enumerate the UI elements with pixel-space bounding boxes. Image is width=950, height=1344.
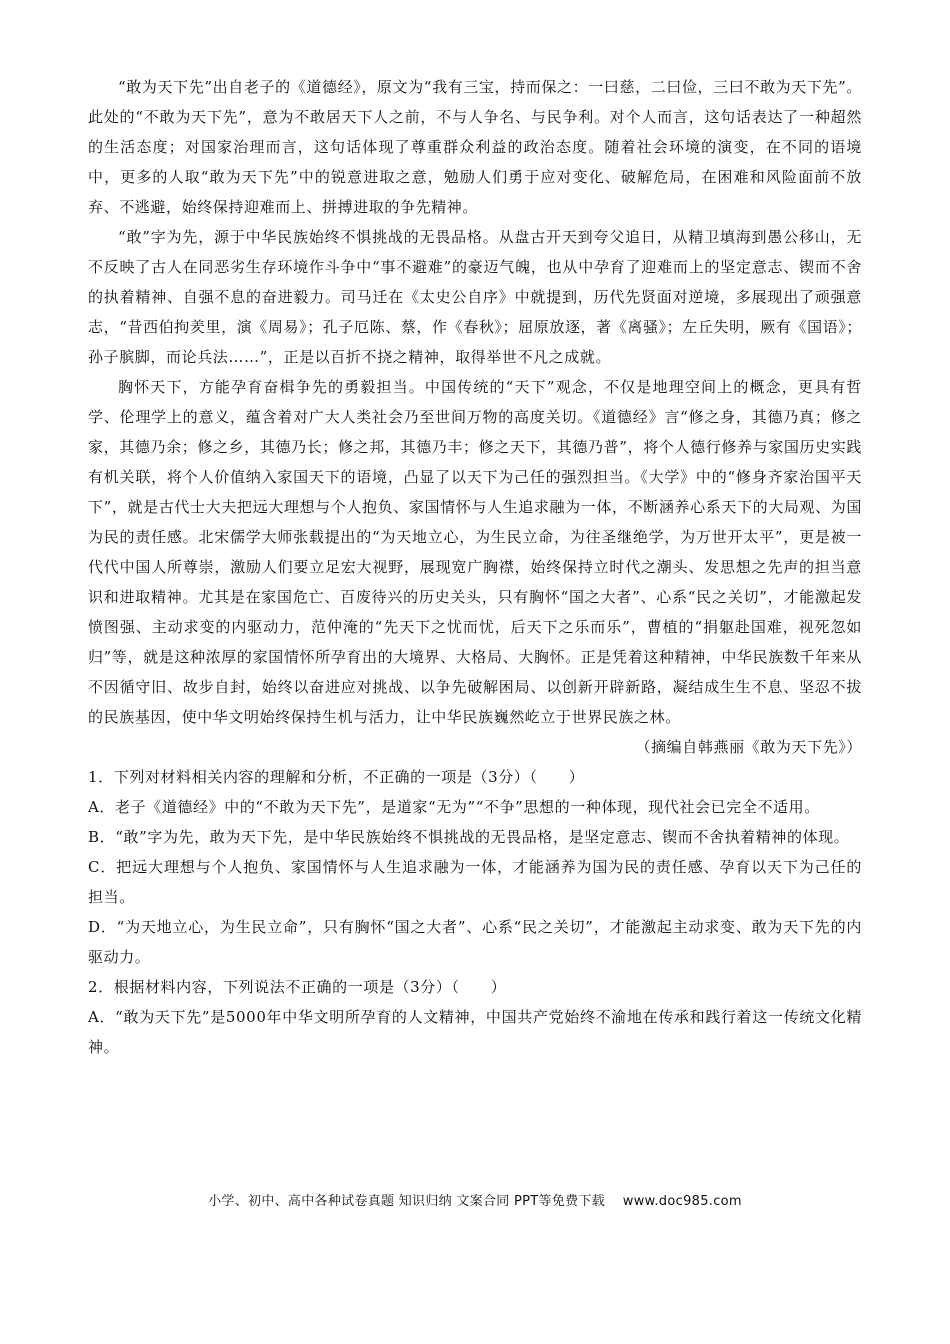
page-footer: 小学、初中、高中各种试卷真题 知识归纳 文案合同 PPT等免费下载 www.doc985.com <box>208 1194 742 1209</box>
question-1-option-b: B．“敢”字为先，敢为天下先，是中华民族始终不惧挑战的无畏品格，是坚定意志、锲而不舍执着精神的体现。 <box>88 828 850 846</box>
question-2-option-a: A．“敢为天下先”是5000年中华文明所孕育的人文精神，中国共产党始终不渝地在传承和践行着这一传统文化精神。 <box>88 1008 862 1056</box>
question-2 <box>88 972 862 1062</box>
question-1 <box>88 762 862 972</box>
question-1-option-d: D．“为天地立心，为生民立命”，只有胸怀“国之大者”、心系“民之关切”，才能激起主动求变、敢为天下先的内驱动力。 <box>88 918 862 966</box>
passage-source: （摘编自韩燕丽《敢为天下先》） <box>635 738 862 756</box>
passage-paragraph-3: 胸怀天下，方能孕育奋楫争先的勇毅担当。中国传统的“天下”观念，不仅是地理空间上的概念，更具有哲学、伦理学上的意义，蕴含着对广大人类社会乃至世间万物的高度关切。《道德经》言“修之身，其德乃真；修之家，其德乃余；修之乡，其德乃长；修之邦，其德乃丰；修之天下，其德乃普”，将个人德行修养与家国历史实践有机关联，将个人价值纳入家国天下的语境，凸显了以天下为己任的强烈担当。《大学》中的“修身齐家治国平天下”，就是古代士大夫把远大理想与个人抱负、家国情怀与人生追求融为一体，不断涵养心系天下的大局观、为国为民的责任感。北宋儒学大师张载提出的“为天地立心，为生民立命，为往圣继绝学，为万世开太平”，更是被一代代中国人所尊崇，激励人们要立足宏大视野，展现宽广胸襟，始终保持立时代之潮头、发思想之先声的担当意识和进取精神。尤其是在家国危亡、百废待兴的历史关头，只有胸怀“国之大者”、心系“民之关切”，才能激起发愤图强、主动求变的内驱动力，范仲淹的“先天下之忧而忧，后天下之乐而乐”，曹植的“捐躯赴国难，视死忽如归”等，就是这种浓厚的家国情怀所孕育出的大境界、大格局、大胸怀。正是凭着这种精神，中华民族数千年来从不因循守旧、故步自封，始终以奋进应对挑战、以争先破解困局、以创新开辟新路，凝结成生生不息、坚忍不拔的民族基因，使中华文明始终保持生机与活力，让中华民族巍然屹立于世界民族之林。 <box>88 378 862 726</box>
question-1-stem: 1．下列对材料相关内容的理解和分析，不正确的一项是（3分）（ ） <box>88 768 585 786</box>
passage-paragraph-2: “敢”字为先，源于中华民族始终不惧挑战的无畏品格。从盘古开天到夸父追日，从精卫填海到愚公移山，无不反映了古人在同恶劣生存环境作斗争中“事不避难”的豪迈气魄，也从中孕育了迎难而上的坚定意志、锲而不舍的执着精神、自强不息的奋进毅力。司马迁在《太史公自序》中就提到，历代先贤面对逆境，多展现出了顽强意志，“昔西伯拘羑里，演《周易》；孔子厄陈、蔡，作《春秋》；屈原放逐，著《离骚》；左丘失明，厥有《国语》；孙子膑脚，而论兵法……”，正是以百折不挠之精神，取得举世不凡之成就。 <box>88 228 862 366</box>
question-1-option-a: A．老子《道德经》中的“不敢为天下先”，是道家“无为”“不争”思想的一种体现，现代社会已完全不适用。 <box>88 798 820 816</box>
question-1-option-c: C．把远大理想与个人抱负、家国情怀与人生追求融为一体，才能涵养为国为民的责任感、孕育以天下为己任的担当。 <box>88 858 862 906</box>
passage-paragraph-1: “敢为天下先”出自老子的《道德经》，原文为“我有三宝，持而保之：一曰慈，二曰俭，三曰不敢为天下先”。此处的“不敢为天下先”，意为不敢居天下人之前，不与人争名、与民争利。对个人而言，这句话表达了一种超然的生活态度；对国家治理而言，这句话体现了尊重群众利益的政治态度。随着社会环境的演变，在不同的语境中，更多的人取“敢为天下先”中的锐意进取之意，勉励人们勇于应对变化、破解危局，在困难和风险面前不放弃、不逃避，始终保持迎难而上、拼搏进取的争先精神。 <box>88 78 862 216</box>
document-body <box>88 72 862 1062</box>
question-2-stem: 2．根据材料内容，下列说法不正确的一项是（3分）（ ） <box>88 978 507 996</box>
